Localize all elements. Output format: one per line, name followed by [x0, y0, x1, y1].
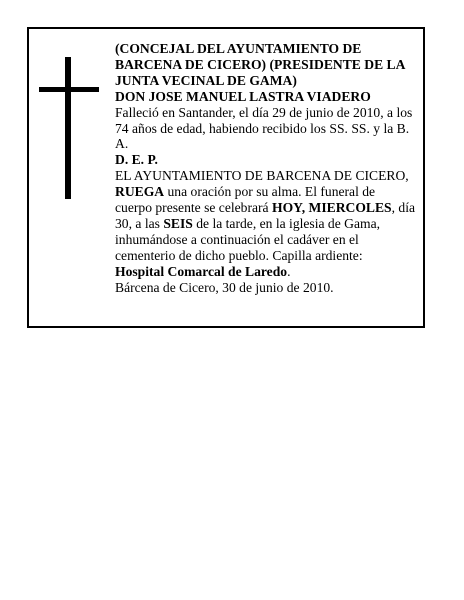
cross-icon — [39, 57, 99, 199]
body-after-ruega: una oración por su alma. El funeral de cuerpo presente se celebrará — [115, 184, 376, 216]
chapel-name: Hospital Comarcal de Laredo — [115, 263, 288, 279]
notice-text — [115, 41, 415, 296]
cross-vertical-bar — [65, 57, 71, 199]
body-after-hour: de la tarde, en la iglesia de Gama, inhumándose a continuación el cadáver en el cementerio de dicho pueblo. Capilla ardiente: — [115, 215, 381, 263]
rip-text: D. E. P. — [115, 152, 158, 168]
cross-horizontal-bar — [39, 87, 99, 92]
weekday-word: MIERCOLES — [308, 200, 392, 216]
place-date: Bárcena de Cicero, 30 de junio de 2010. — [115, 279, 334, 295]
hoy-word: HOY — [272, 200, 302, 216]
death-info: Falleció en Santander, el día 29 de junio de 2010, a los 74 años de edad, habiendo recibido los SS. SS. y la B. A. — [115, 104, 413, 152]
body-intro: EL AYUNTAMIENTO DE BARCENA DE CICERO, — [115, 168, 409, 184]
deceased-name: DON JOSE MANUEL LASTRA VIADERO — [115, 88, 371, 104]
funeral-paragraph — [115, 168, 415, 279]
hoy-comma: , — [301, 200, 309, 216]
obituary-notice — [27, 27, 425, 328]
hour-word: SEIS — [163, 215, 193, 231]
ruega-word: RUEGA — [115, 184, 165, 200]
notice-title: (CONCEJAL DEL AYUNTAMIENTO DE BARCENA DE CICERO) (PRESIDENTE DE LA JUNTA VECINAL DE GAMA) — [115, 41, 405, 88]
body-end-period: . — [287, 263, 291, 279]
body-after-weekday: , día 30, a las — [115, 200, 416, 231]
